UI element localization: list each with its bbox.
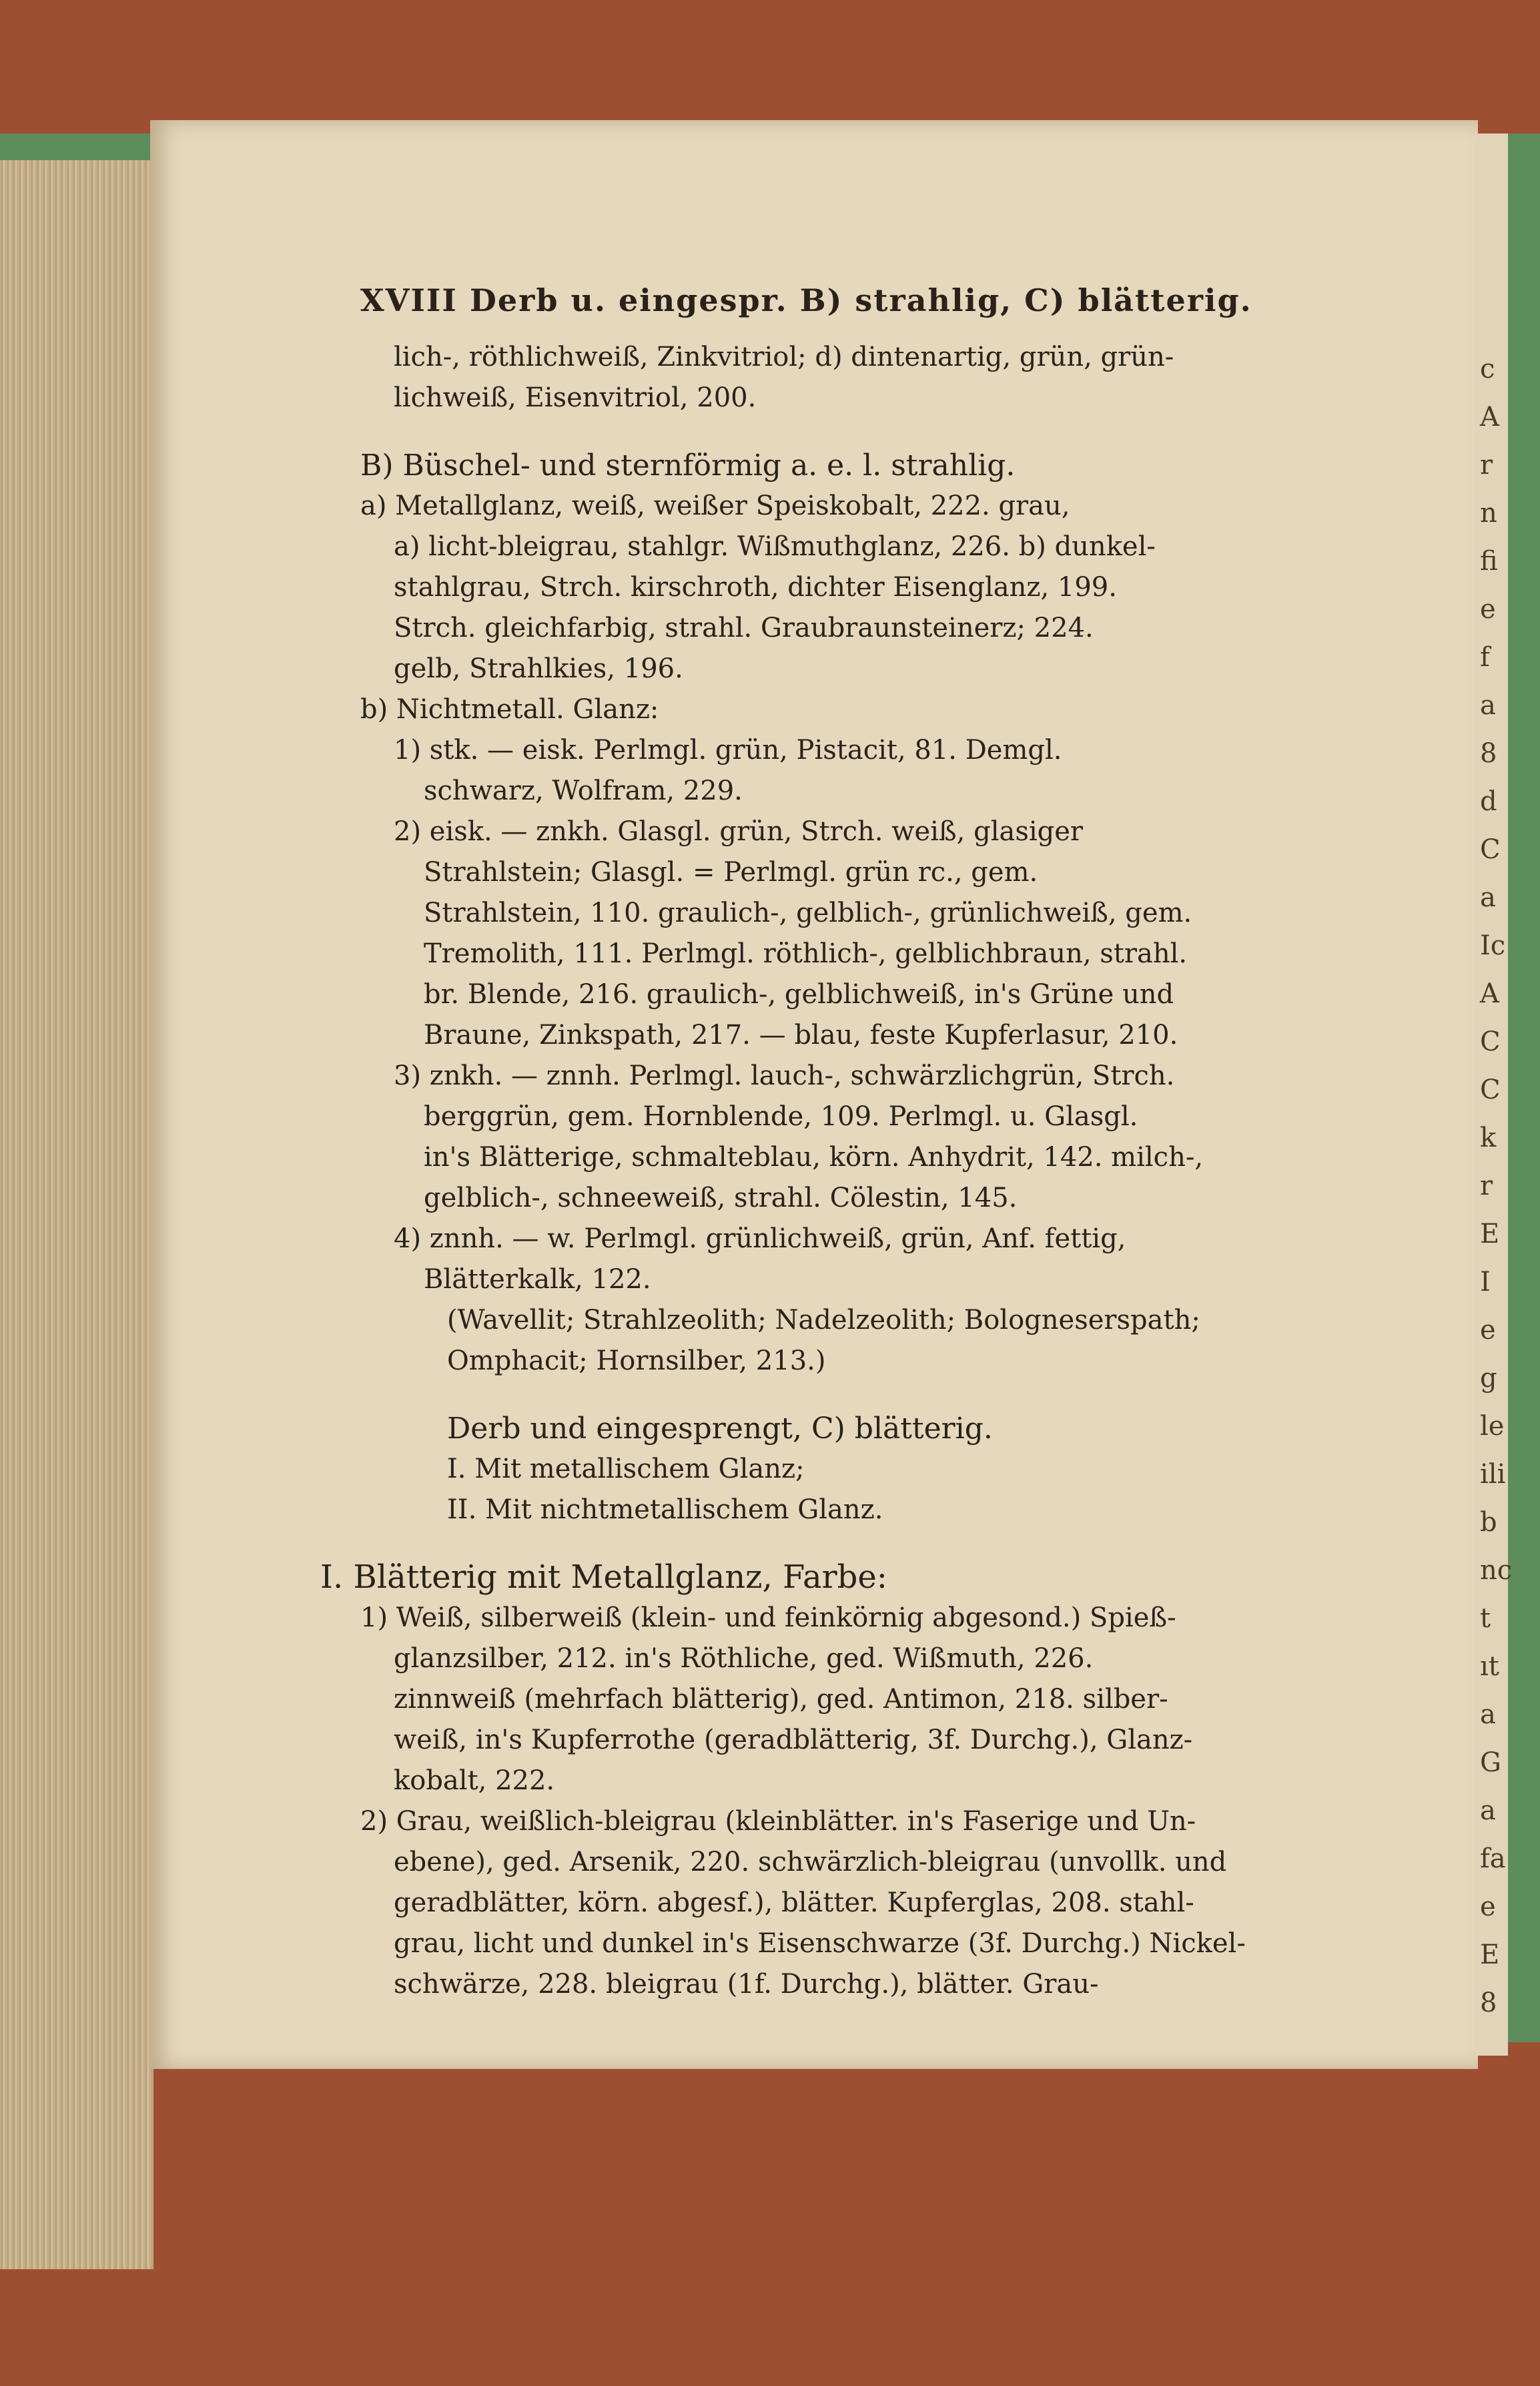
adjacent-page-glyph: nc: [1480, 1555, 1513, 1586]
text-line: 2) Grau, weißlich-bleigrau (kleinblätter. in's Faserige und Un-: [360, 1806, 1196, 1837]
text-line: Braune, Zinkspath, 217. — blau, feste Kupferlasur, 210.: [424, 1020, 1178, 1051]
adjacent-page-glyph: le: [1480, 1411, 1505, 1442]
text-line: a) Metallglanz, weiß, weißer Speiskobalt, 222. grau,: [360, 491, 1070, 521]
text-line: gelb, Strahlkies, 196.: [394, 653, 683, 684]
adjacent-page-glyph: G: [1480, 1747, 1501, 1778]
adjacent-page-glyph: c: [1480, 354, 1495, 384]
section-heading: B) Büschel- und sternförmig a. e. l. strahlig.: [360, 449, 1016, 483]
adjacent-page-glyph: Ic: [1480, 930, 1506, 961]
text-line: kobalt, 222.: [394, 1765, 555, 1796]
text-line: (Wavellit; Strahlzeolith; Nadelzeolith; Bologneserspath;: [447, 1305, 1200, 1335]
text-line: II. Mit nichtmetallischem Glanz.: [447, 1494, 883, 1525]
adjacent-page-glyph: I: [1480, 1267, 1491, 1297]
adjacent-page-glyph: r: [1480, 1171, 1493, 1201]
adjacent-page-glyph: A: [1480, 402, 1499, 432]
text-line: schwärze, 228. bleigrau (1f. Durchg.), blätter. Grau-: [394, 1969, 1099, 2000]
page-text: [320, 280, 1314, 2005]
text-line: b) Nichtmetall. Glanz:: [360, 694, 659, 725]
adjacent-page-glyph: ıt: [1480, 1651, 1499, 1682]
adjacent-page-glyph: f: [1480, 642, 1490, 673]
text-line: schwarz, Wolfram, 229.: [424, 776, 743, 806]
text-line: 2) eisk. — znkh. Glasgl. grün, Strch. weiß, glasiger: [394, 816, 1084, 847]
adjacent-page-glyph: C: [1480, 1075, 1501, 1105]
section-heading: Derb und eingesprengt, C) blätterig.: [447, 1412, 993, 1446]
adjacent-page-glyph: E: [1480, 1940, 1500, 1970]
book-cover-right: [1507, 133, 1540, 2042]
text-line: lich-, röthlichweiß, Zinkvitriol; d) dintenartig, grün, grün-: [394, 342, 1174, 372]
text-line: grau, licht und dunkel in's Eisenschwarze (3f. Durchg.) Nickel-: [394, 1928, 1246, 1959]
text-line: weiß, in's Kupferrothe (geradblätterig, 3f. Durchg.), Glanz-: [394, 1725, 1193, 1755]
adjacent-page-glyph: g: [1480, 1363, 1497, 1394]
adjacent-page-glyph: 8: [1480, 1988, 1497, 2018]
text-line: Strahlstein; Glasgl. = Perlmgl. grün rc., gem.: [424, 857, 1038, 888]
text-line: geradblätter, körn. abgesf.), blätter. Kupferglas, 208. stahl-: [394, 1887, 1194, 1918]
adjacent-page-glyph: C: [1480, 1026, 1501, 1057]
adjacent-page-glyph: t: [1480, 1603, 1491, 1634]
text-line: glanzsilber, 212. in's Röthliche, ged. Wißmuth, 226.: [394, 1643, 1094, 1674]
text-line: lichweiß, Eisenvitriol, 200.: [394, 382, 757, 413]
text-line: ebene), ged. Arsenik, 220. schwärzlich-bleigrau (unvollk. und: [394, 1847, 1227, 1877]
adjacent-page-glyph: a: [1480, 1795, 1496, 1826]
adjacent-page-fragment: [1475, 133, 1513, 2056]
text-line: 4) znnh. — w. Perlmgl. grünlichweiß, grün, Anf. fettig,: [394, 1223, 1126, 1254]
text-line: Tremolith, 111. Perlmgl. röthlich-, gelblichbraun, strahl.: [424, 938, 1188, 969]
adjacent-page-glyph: e: [1480, 1891, 1496, 1922]
text-line: a) licht-bleigrau, stahlgr. Wißmuthglanz, 226. b) dunkel-: [394, 531, 1156, 562]
adjacent-page-glyph: a: [1480, 690, 1496, 721]
adjacent-page-glyph: r: [1480, 450, 1493, 481]
text-line: br. Blende, 216. graulich-, gelblichweiß, in's Grüne und: [424, 979, 1174, 1010]
text-line: berggrün, gem. Hornblende, 109. Perlmgl. u. Glasgl.: [424, 1101, 1138, 1132]
adjacent-page-glyph: ili: [1480, 1459, 1506, 1490]
book-cover-edge: [0, 133, 153, 160]
adjacent-page-glyph: n: [1480, 498, 1497, 529]
adjacent-page-glyph: fa: [1480, 1843, 1506, 1874]
adjacent-page-glyph: a: [1480, 882, 1496, 913]
adjacent-page-glyph: C: [1480, 834, 1501, 865]
adjacent-page-glyph: A: [1480, 978, 1499, 1009]
section-heading: I. Blätterig mit Metallglanz, Farbe:: [320, 1558, 887, 1596]
text-line: stahlgrau, Strch. kirschroth, dichter Eisenglanz, 199.: [394, 572, 1117, 603]
text-line: 3) znkh. — znnh. Perlmgl. lauch-, schwärzlichgrün, Strch.: [394, 1061, 1175, 1091]
text-line: Strch. gleichfarbig, strahl. Graubraunsteinerz; 224.: [394, 613, 1094, 643]
book-page-edges: [0, 133, 153, 2269]
adjacent-page-glyph: k: [1480, 1123, 1497, 1153]
text-line: Blätterkalk, 122.: [424, 1264, 651, 1295]
text-line: 1) stk. — eisk. Perlmgl. grün, Pistacit, 81. Demgl.: [394, 735, 1062, 766]
text-line: in's Blätterige, schmalteblau, körn. Anhydrit, 142. milch-,: [424, 1142, 1204, 1173]
adjacent-page-glyph: d: [1480, 786, 1497, 817]
text-line: zinnweiß (mehrfach blätterig), ged. Antimon, 218. silber-: [394, 1684, 1168, 1715]
page-header: XVIII Derb u. eingespr. B) strahlig, C) blätterig.: [360, 282, 1252, 318]
adjacent-page-glyph: e: [1480, 1315, 1496, 1346]
text-line: Strahlstein, 110. graulich-, gelblich-, grünlichweiß, gem.: [424, 898, 1192, 928]
text-line: gelblich-, schneeweiß, strahl. Cölestin, 145.: [424, 1183, 1018, 1213]
text-line: Omphacit; Hornsilber, 213.): [447, 1346, 826, 1376]
text-line: I. Mit metallischem Glanz;: [447, 1454, 805, 1484]
text-line: 1) Weiß, silberweiß (klein- und feinkörnig abgesond.) Spieß-: [360, 1602, 1176, 1633]
adjacent-page-glyph: 8: [1480, 738, 1497, 769]
adjacent-page-glyph: e: [1480, 594, 1496, 625]
adjacent-page-glyph: a: [1480, 1699, 1496, 1730]
adjacent-page-glyph: b: [1480, 1507, 1497, 1538]
adjacent-page-glyph: fi: [1480, 546, 1498, 577]
adjacent-page-glyph: E: [1480, 1219, 1500, 1249]
